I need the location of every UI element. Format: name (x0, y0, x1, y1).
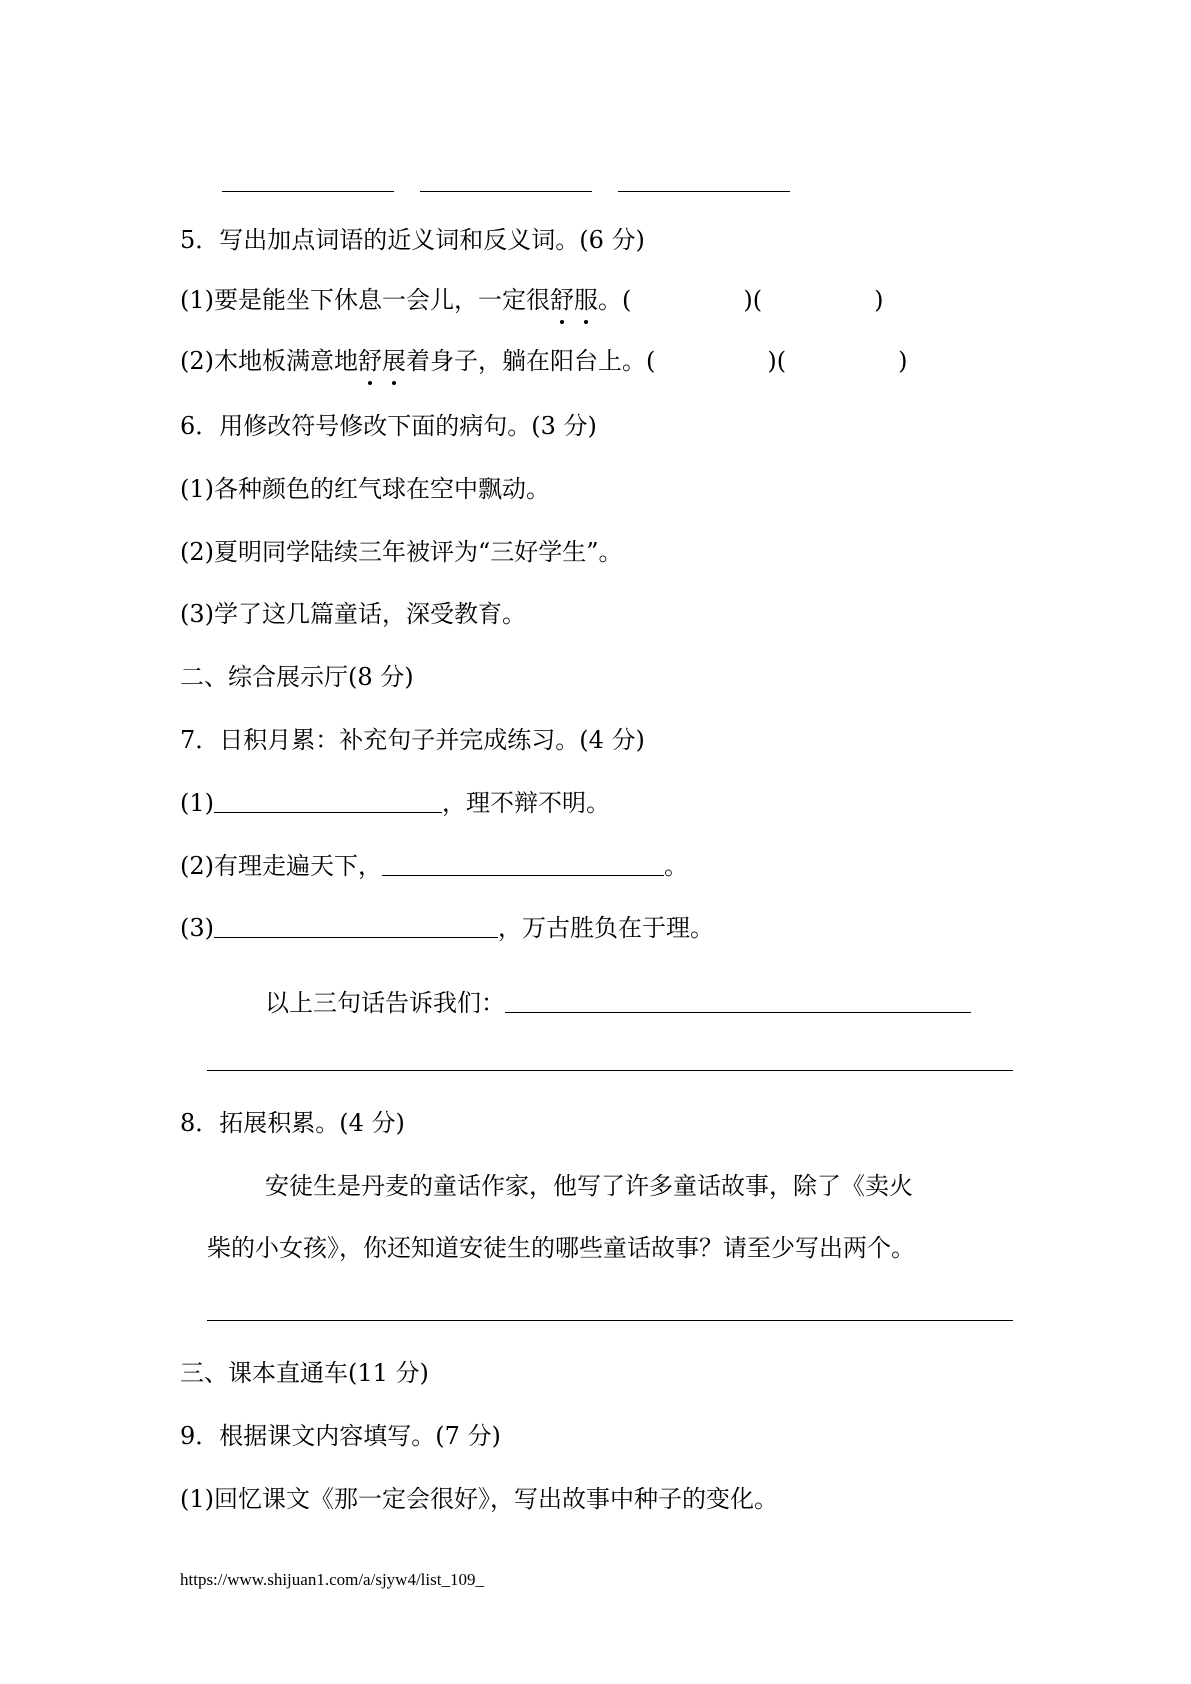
fill-blank[interactable] (214, 788, 442, 813)
paren-close: ) (874, 286, 884, 314)
dotted-char: 展 (382, 343, 406, 379)
question-8-title: 8．拓展积累。(4 分) (180, 1109, 405, 1137)
paren-close: ) (898, 347, 908, 375)
question-5-title: 5．写出加点词语的近义词和反义词。(6 分) (180, 226, 645, 254)
answer-line[interactable] (207, 1320, 1013, 1321)
question-6-sentence-2: (2)夏明同学陆续三年被评为“三好学生”。 (180, 538, 623, 566)
question-6-sentence-3: (3)学了这几篇童话，深受教育。 (180, 600, 526, 628)
question-7-item-3 (180, 910, 714, 946)
question-7-title: 7．日积月累：补充句子并完成练习。(4 分) (180, 726, 645, 754)
paren-mid: )( (743, 286, 763, 314)
item-number: (3) (180, 914, 214, 942)
item-text: ，理不辩不明。 (442, 789, 610, 817)
item-text: (2)有理走遍天下， (180, 852, 382, 880)
fill-blank[interactable] (382, 851, 664, 876)
answer-line[interactable] (207, 1070, 1013, 1071)
question-9-title: 9．根据课文内容填写。(7 分) (180, 1422, 501, 1450)
question-5-sentence-1 (180, 282, 883, 318)
footer-url: https://www.shijuan1.com/a/sjyw4/list_109_ (180, 1570, 484, 1589)
question-9-item-1: (1)回忆课文《那一定会很好》，写出故事中种子的变化。 (180, 1485, 778, 1513)
dotted-char: 舒 (358, 343, 382, 379)
summary-prompt: 以上三句话告诉我们： (265, 989, 505, 1017)
question-6-title: 6．用修改符号修改下面的病句。(3 分) (180, 412, 597, 440)
item-text: ，万古胜负在于理。 (498, 914, 714, 942)
sentence-text: 着身子，躺在阳台上。( (406, 347, 656, 375)
question-7-item-1 (180, 785, 610, 821)
paren-open: 。( (598, 286, 632, 314)
question-8-paragraph-1: 安徒生是丹麦的童话作家，他写了许多童话故事，除了《卖火 (265, 1172, 913, 1200)
question-6-sentence-1: (1)各种颜色的红气球在空中飘动。 (180, 475, 550, 503)
paren-mid: )( (767, 347, 787, 375)
dotted-char: 服 (574, 282, 598, 318)
question-7-item-2 (180, 848, 688, 884)
fill-blank[interactable] (505, 988, 971, 1013)
section-2-heading: 二、综合展示厅(8 分) (180, 663, 414, 691)
section-3-heading: 三、课本直通车(11 分) (180, 1359, 429, 1387)
sentence-text: (2)木地板满意地 (180, 347, 358, 375)
question-8-paragraph-2: 柴的小女孩》，你还知道安徒生的哪些童话故事？请至少写出两个。 (207, 1234, 915, 1262)
question-5-sentence-2 (180, 343, 907, 379)
item-number: (1) (180, 789, 214, 817)
answer-blank[interactable] (222, 191, 394, 192)
fill-blank[interactable] (214, 913, 498, 938)
answer-blank[interactable] (618, 191, 790, 192)
question-7-summary (265, 985, 971, 1021)
answer-blank[interactable] (420, 191, 592, 192)
item-text: 。 (664, 852, 688, 880)
sentence-text: (1)要是能坐下休息一会儿，一定很 (180, 286, 550, 314)
dotted-char: 舒 (550, 282, 574, 318)
